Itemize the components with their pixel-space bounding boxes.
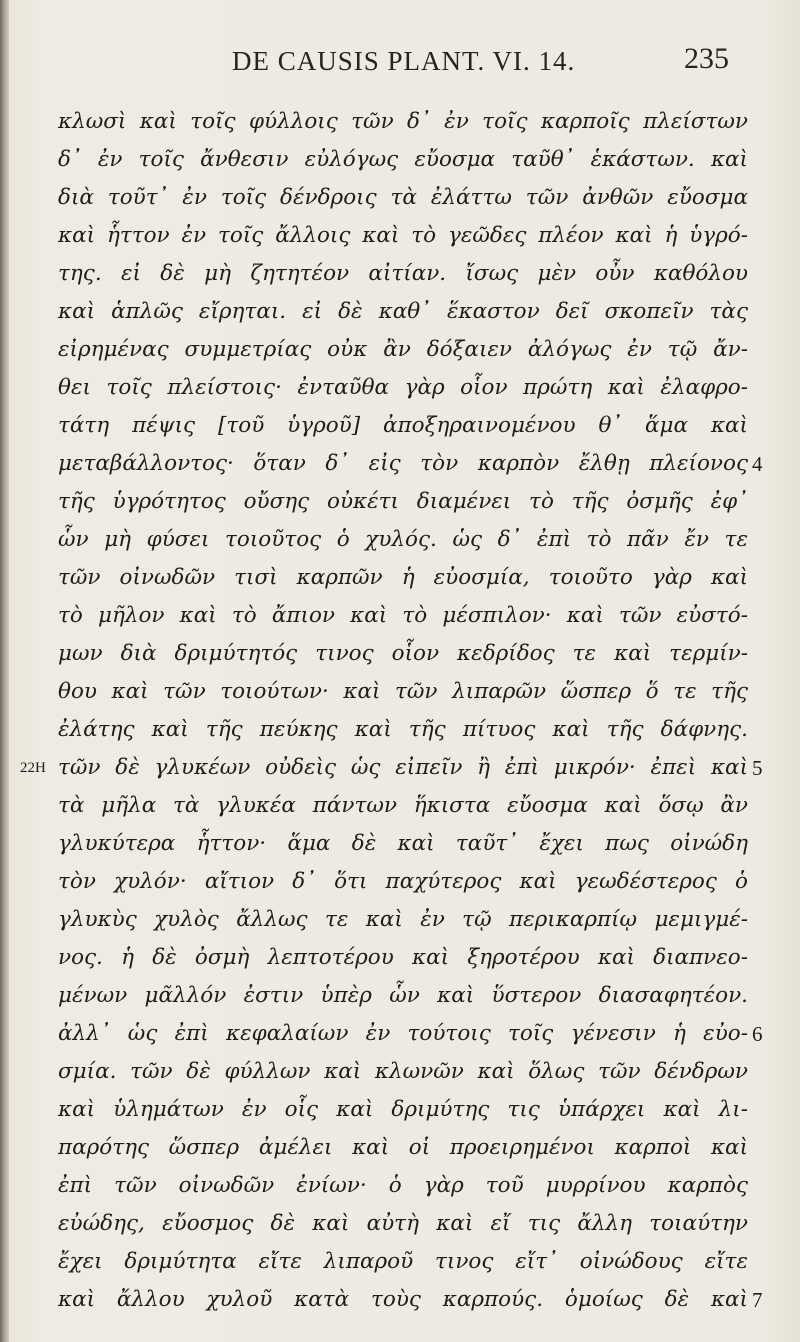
page-header [0, 40, 800, 90]
text-line: τὸ μῆλον καὶ τὸ ἄπιον καὶ τὸ μέσπιλον· καὶ τῶν εὐστό- [58, 603, 748, 628]
text-line: δ᾽ ἐν τοῖς ἄνθεσιν εὐλόγως εὔοσμα ταῦθ᾽ ἑκάστων. καὶ [58, 147, 748, 172]
text-line: τὸν χυλόν· αἴτιον δ᾽ ὅτι παχύτερος καὶ γεωδέστερος ὁ [58, 869, 748, 894]
section-number: 7 [752, 1288, 763, 1312]
margin-reference: 22H [20, 760, 46, 776]
binding-edge [0, 0, 9, 1342]
text-line: τάτη πέψις [τοῦ ὑγροῦ] ἀποξηραινομένου θ᾽ ἅμα καὶ [58, 413, 748, 438]
text-line: καὶ ἄλλου χυλοῦ κατὰ τοὺς καρπούς. ὁμοίως δὲ καὶ 7 [58, 1278, 748, 1322]
section-number: 6 [752, 1022, 763, 1046]
text-line: τὰ μῆλα τὰ γλυκέα πάντων ἥκιστα εὔοσμα καὶ ὅσῳ ἂν [58, 793, 748, 818]
text-line: θου καὶ τῶν τοιούτων· καὶ τῶν λιπαρῶν ὥσπερ ὅ τε τῆς [58, 679, 748, 704]
section-number: 4 [752, 452, 763, 476]
text-line: ἐλάτης καὶ τῆς πεύκης καὶ τῆς πίτυος καὶ τῆς δάφνης. [58, 717, 748, 742]
text-line: μεταβάλλοντος· ὅταν δ᾽ εἰς τὸν καρπὸν ἔλθῃ πλείονος 4 [58, 442, 748, 486]
text-line: τῶν οἰνωδῶν τισὶ καρπῶν ἡ εὐοσμία, τοιοῦτο γὰρ καὶ [58, 565, 748, 590]
text-line: ἐπὶ τῶν οἰνωδῶν ἐνίων· ὁ γὰρ τοῦ μυρρίνου καρπὸς [58, 1173, 748, 1198]
text-line: μων διὰ δριμύτητός τινος οἷον κεδρίδος τε καὶ τερμίν- [58, 641, 748, 666]
text-line: παρότης ὥσπερ ἀμέλει καὶ οἱ προειρημένοι καρποὶ καὶ [58, 1135, 748, 1160]
running-title: DE CAUSIS PLANT. VI. 14. [232, 46, 576, 76]
text-line: 22H τῶν δὲ γλυκέων οὐδεὶς ὡς εἰπεῖν ἢ ἐπὶ μικρόν· ἐπεὶ καὶ 5 [58, 746, 748, 790]
text-line: ἔχει δριμύτητα εἴτε λιπαροῦ τινος εἴτ᾽ οἰνώδους εἴτε [58, 1249, 748, 1274]
text-line: εὐώδης, εὔοσμος δὲ καὶ αὐτὴ καὶ εἴ τις ἄλλη τοιαύτην [58, 1211, 748, 1236]
text-line: της. εἰ δὲ μὴ ζητητέον αἰτίαν. ἴσως μὲν οὖν καθόλου [58, 261, 748, 286]
text-line: γλυκὺς χυλὸς ἄλλως τε καὶ ἐν τῷ περικαρπίῳ μεμιγμέ- [58, 907, 748, 932]
text-line: καὶ ἁπλῶς εἴρηται. εἰ δὲ καθ᾽ ἕκαστον δεῖ σκοπεῖν τὰς [58, 299, 748, 324]
text-line: τῆς ὑγρότητος οὔσης οὐκέτι διαμένει τὸ τῆς ὀσμῆς ἐφ᾽ [58, 489, 748, 514]
text-line: σμία. τῶν δὲ φύλλων καὶ κλωνῶν καὶ ὅλως τῶν δένδρων [58, 1059, 748, 1084]
text-line: θει τοῖς πλείστοις· ἐνταῦθα γὰρ οἷον πρώτη καὶ ἐλαφρο- [58, 375, 748, 400]
text-line: νος. ἡ δὲ ὀσμὴ λεπτοτέρου καὶ ξηροτέρου καὶ διαπνεο- [58, 945, 748, 970]
text-line: διὰ τοῦτ᾽ ἐν τοῖς δένδροις τὰ ἐλάττω τῶν ἀνθῶν εὔοσμα [58, 185, 748, 210]
page-number: 235 [684, 42, 729, 75]
section-number: 5 [752, 756, 763, 780]
text-line: καὶ ἧττον ἐν τοῖς ἄλλοις καὶ τὸ γεῶδες πλέον καὶ ἡ ὑγρό- [58, 223, 748, 248]
text-line: ἀλλ᾽ ὡς ἐπὶ κεφαλαίων ἐν τούτοις τοῖς γένεσιν ἡ εὐο- 6 [58, 1012, 748, 1056]
text-line: μένων μᾶλλόν ἐστιν ὑπὲρ ὧν καὶ ὕστερον διασαφητέον. [58, 983, 748, 1008]
text-line: γλυκύτερα ἧττον· ἅμα δὲ καὶ ταῦτ᾽ ἔχει πως οἰνώδη [58, 831, 748, 856]
text-line: εἰρημένας συμμετρίας οὐκ ἂν δόξαιεν ἀλόγως ἐν τῷ ἄν- [58, 337, 748, 362]
text-line: ὧν μὴ φύσει τοιοῦτος ὁ χυλός. ὡς δ᾽ ἐπὶ τὸ πᾶν ἔν τε [58, 527, 748, 552]
text-line: καὶ ὑλημάτων ἐν οἷς καὶ δριμύτης τις ὑπάρχει καὶ λι- [58, 1097, 748, 1122]
text-line: κλωσὶ καὶ τοῖς φύλλοις τῶν δ᾽ ἐν τοῖς καρποῖς πλείστων [58, 109, 748, 134]
